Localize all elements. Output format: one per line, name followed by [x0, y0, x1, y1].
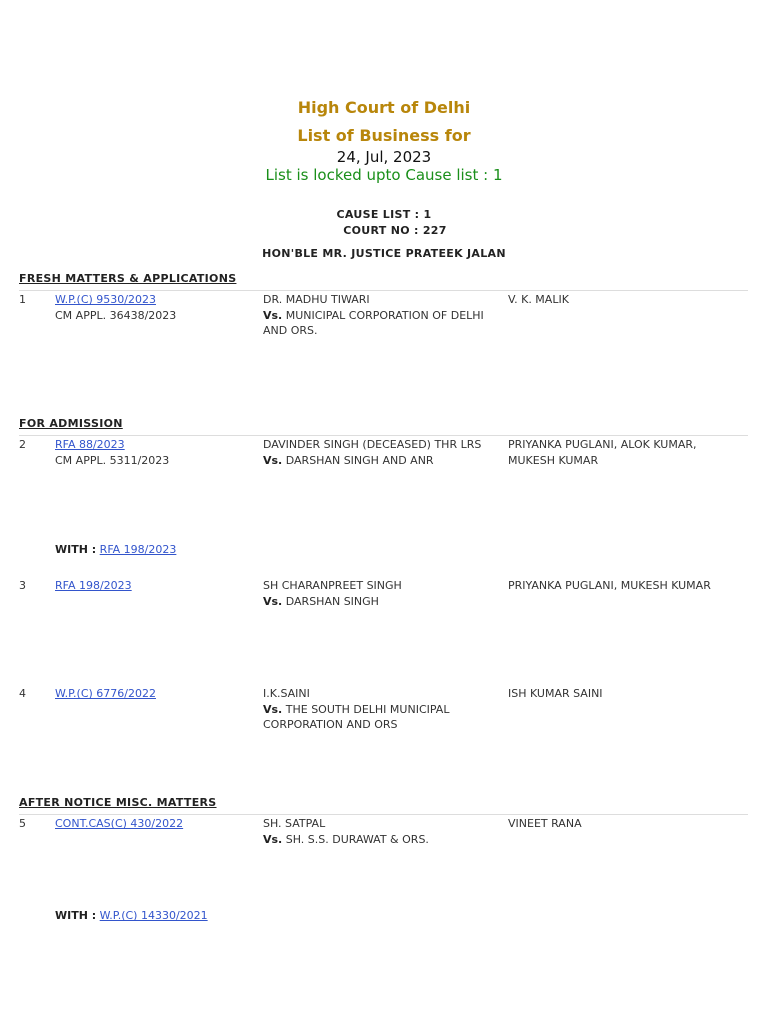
- case-link[interactable]: RFA 198/2023: [55, 579, 132, 592]
- item-number: 3: [19, 579, 26, 592]
- section-heading-for-admission: FOR ADMISSION: [19, 417, 123, 430]
- court-title: High Court of Delhi: [297, 98, 471, 117]
- parties-cell: [263, 578, 501, 609]
- versus-label: Vs.: [263, 308, 283, 322]
- case-cell: [55, 816, 250, 832]
- cause-list-number: CAUSE LIST : 1: [336, 208, 432, 221]
- list-title: List of Business for: [297, 126, 471, 145]
- list-date: 24, Jul, 2023: [336, 148, 432, 166]
- petitioner: SH CHARANPREET SINGH: [263, 579, 402, 592]
- respondent: THE SOUTH DELHI MUNICIPAL CORPORATION AND ORS: [263, 702, 450, 731]
- versus-label: Vs.: [263, 832, 283, 846]
- advocate: VINEET RANA: [508, 817, 582, 830]
- lock-notice: List is locked upto Cause list : 1: [265, 166, 503, 184]
- item-number: 1: [19, 293, 26, 306]
- with-case-link[interactable]: W.P.(C) 14330/2021: [99, 909, 208, 922]
- petitioner: DAVINDER SINGH (DECEASED) THR LRS: [263, 438, 482, 451]
- case-cell: [55, 578, 250, 594]
- case-link[interactable]: CONT.CAS(C) 430/2022: [55, 817, 184, 830]
- judge-name: HON'BLE MR. JUSTICE PRATEEK JALAN: [262, 247, 506, 260]
- section-divider: [19, 290, 748, 291]
- respondent: MUNICIPAL CORPORATION OF DELHI AND ORS.: [263, 308, 484, 337]
- advocate: PRIYANKA PUGLANI, ALOK KUMAR, MUKESH KUMAR: [508, 438, 697, 467]
- item-number: 5: [19, 817, 26, 830]
- petitioner: I.K.SAINI: [263, 687, 310, 700]
- case-link[interactable]: W.P.(C) 9530/2023: [55, 293, 156, 306]
- with-label: WITH :: [55, 543, 97, 556]
- case-link[interactable]: W.P.(C) 6776/2022: [55, 687, 156, 700]
- case-cell: [55, 292, 250, 323]
- with-case-link[interactable]: RFA 198/2023: [99, 543, 177, 556]
- section-heading-after-notice: AFTER NOTICE MISC. MATTERS: [19, 796, 217, 809]
- section-heading-fresh-matters: FRESH MATTERS & APPLICATIONS: [19, 272, 237, 285]
- case-link[interactable]: RFA 88/2023: [55, 438, 125, 451]
- application-number: CM APPL. 5311/2023: [55, 453, 170, 467]
- parties-cell: [263, 816, 501, 847]
- with-case-line: [55, 909, 208, 922]
- advocate: PRIYANKA PUGLANI, MUKESH KUMAR: [508, 579, 711, 592]
- respondent: DARSHAN SINGH: [285, 594, 379, 608]
- section-divider: [19, 814, 748, 815]
- case-cell: [55, 437, 250, 468]
- parties-cell: [263, 686, 501, 733]
- respondent: SH. S.S. DURAWAT & ORS.: [285, 832, 429, 846]
- advocate: ISH KUMAR SAINI: [508, 687, 603, 700]
- parties-cell: [263, 437, 501, 468]
- with-case-line: [55, 543, 176, 556]
- court-number: COURT NO : 227: [343, 224, 447, 237]
- advocate: V. K. MALIK: [508, 293, 569, 306]
- petitioner: SH. SATPAL: [263, 817, 326, 830]
- item-number: 4: [19, 687, 26, 700]
- petitioner: DR. MADHU TIWARI: [263, 293, 370, 306]
- application-number: CM APPL. 36438/2023: [55, 308, 177, 322]
- versus-label: Vs.: [263, 594, 283, 608]
- versus-label: Vs.: [263, 702, 283, 716]
- respondent: DARSHAN SINGH AND ANR: [285, 453, 434, 467]
- item-number: 2: [19, 438, 26, 451]
- section-divider: [19, 435, 748, 436]
- case-cell: [55, 686, 250, 702]
- versus-label: Vs.: [263, 453, 283, 467]
- with-label: WITH :: [55, 909, 97, 922]
- parties-cell: [263, 292, 501, 339]
